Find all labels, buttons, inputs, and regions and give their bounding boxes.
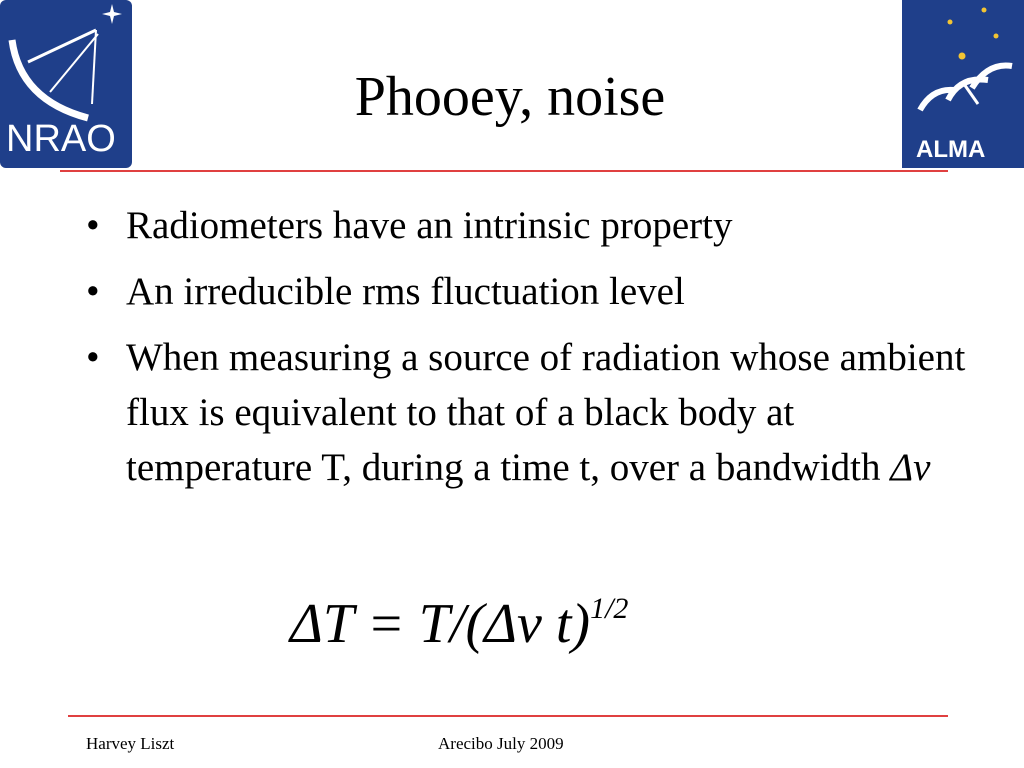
bullet-text: Radiometers have an intrinsic property — [126, 204, 733, 247]
equation-exponent: 1/2 — [590, 592, 629, 625]
noise-equation — [290, 574, 628, 659]
bullet-icon: • — [86, 270, 100, 313]
bullet-item — [82, 198, 982, 253]
nrao-logo — [0, 0, 132, 168]
bullet-item — [82, 264, 982, 319]
footer-event: Arecibo July 2009 — [438, 734, 564, 753]
equation-main: ΔT = T/(Δν t) — [290, 593, 591, 655]
title-divider — [60, 170, 948, 172]
footer-divider — [68, 715, 948, 717]
slide-title: Phooey, noise — [354, 66, 666, 128]
bandwidth-symbol: Δν — [890, 446, 931, 489]
alma-logo-text: ALMA — [916, 136, 986, 163]
footer-author: Harvey Liszt — [86, 734, 175, 753]
nrao-logo-text: NRAO — [6, 118, 116, 160]
bullet-icon: • — [86, 336, 100, 379]
bullet-icon: • — [86, 204, 100, 247]
bullet-item — [82, 330, 982, 495]
bullet-text: When measuring a source of radiation whose ambient flux is equivalent to that of a black body at temperature T, during a time t, over a bandwidth — [126, 336, 966, 489]
alma-logo — [902, 0, 1024, 168]
bullet-text: An irreducible rms fluctuation level — [126, 270, 685, 313]
bullet-list — [82, 198, 982, 506]
